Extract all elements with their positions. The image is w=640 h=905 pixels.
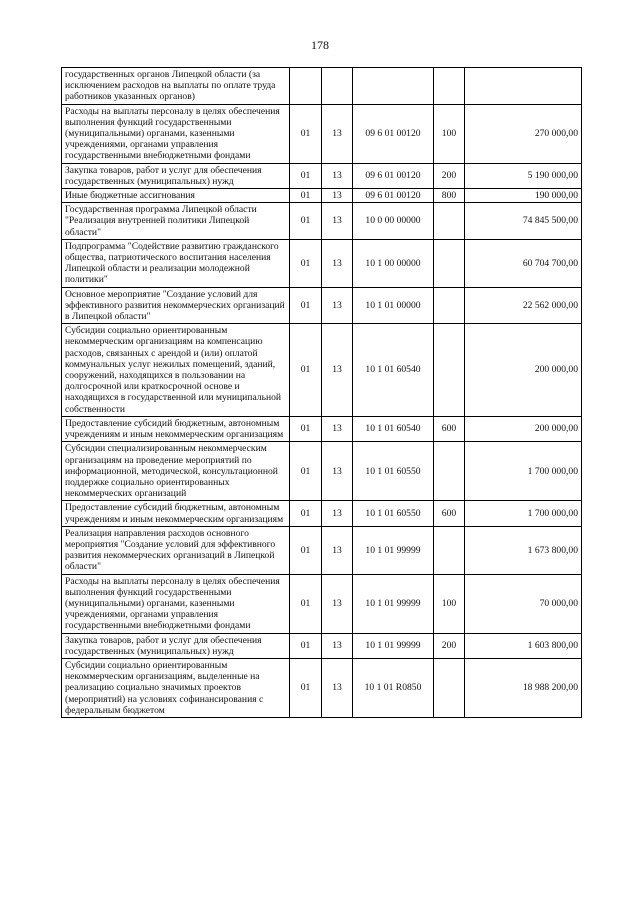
expense-type-cell [434,526,465,574]
target-article-cell: 10 1 01 R0850 [353,658,434,717]
target-article-cell: 10 1 01 60550 [353,442,434,501]
item-name-cell: Субсидии социально ориентированным некоммерческим организациям на компенсацию расходов, связанных с арендой и (или) оплатой коммунальных услуг нежилых помещений, зданий, сооружений, находящихся в пользовании на долгосрочной или краткосрочной основе и находящихся в государственной или муниципальной собственности [62,324,290,417]
target-article-cell [353,68,434,105]
item-name-cell: Закупка товаров, работ и услуг для обеспечения государственных (муниципальных) нужд [62,633,290,658]
table-row [62,574,582,633]
amount-cell: 1 673 800,00 [465,526,582,574]
item-name-cell: Закупка товаров, работ и услуг для обеспечения государственных (муниципальных) нужд [62,163,290,188]
section-code-cell: 01 [290,574,322,633]
section-code-cell: 01 [290,526,322,574]
subsection-code-cell: 13 [322,239,353,287]
amount-cell: 200 000,00 [465,416,582,441]
amount-cell: 5 190 000,00 [465,163,582,188]
amount-cell: 60 704 700,00 [465,239,582,287]
amount-cell: 1 700 000,00 [465,442,582,501]
section-code-cell: 01 [290,658,322,717]
item-name-cell: Государственная программа Липецкой области "Реализация внутренней политики Липецкой области" [62,203,290,240]
expense-type-cell [434,324,465,417]
table-body [62,68,582,718]
expense-type-cell: 600 [434,501,465,526]
section-code-cell: 01 [290,633,322,658]
target-article-cell: 10 1 01 99999 [353,633,434,658]
expense-type-cell [434,68,465,105]
section-code-cell: 01 [290,416,322,441]
item-name-cell: Иные бюджетные ассигнования [62,189,290,203]
section-code-cell: 01 [290,287,322,324]
table-row [62,189,582,203]
item-name-cell: Расходы на выплаты персоналу в целях обеспечения выполнения функций государственными (муниципальными) органами, казенными учреждениями, органами управления государственными внебюджетными фондами [62,574,290,633]
expense-type-cell [434,287,465,324]
target-article-cell: 10 1 01 99999 [353,574,434,633]
table-row [62,203,582,240]
expense-type-cell [434,658,465,717]
table-row [62,658,582,717]
subsection-code-cell: 13 [322,501,353,526]
target-article-cell: 10 1 01 99999 [353,526,434,574]
target-article-cell: 10 1 00 00000 [353,239,434,287]
amount-cell: 70 000,00 [465,574,582,633]
item-name-cell: Подпрограмма "Содействие развитию гражданского общества, патриотического воспитания населения Липецкой области и реализации молодежной политики" [62,239,290,287]
expense-type-cell: 800 [434,189,465,203]
amount-cell: 1 700 000,00 [465,501,582,526]
table-row [62,416,582,441]
table-row [62,501,582,526]
section-code-cell [290,68,322,105]
amount-cell: 270 000,00 [465,104,582,163]
target-article-cell: 09 6 01 00120 [353,189,434,203]
section-code-cell: 01 [290,501,322,526]
table-row [62,324,582,417]
subsection-code-cell: 13 [322,526,353,574]
item-name-cell: Предоставление субсидий бюджетным, автономным учреждениям и иным некоммерческим организациям [62,416,290,441]
section-code-cell: 01 [290,239,322,287]
table-row [62,239,582,287]
expense-type-cell: 200 [434,633,465,658]
expense-type-cell: 200 [434,163,465,188]
target-article-cell: 10 1 01 60540 [353,416,434,441]
target-article-cell: 10 1 01 00000 [353,287,434,324]
table-row [62,163,582,188]
item-name-cell: Предоставление субсидий бюджетным, автономным учреждениям и иным некоммерческим организациям [62,501,290,526]
section-code-cell: 01 [290,203,322,240]
amount-cell: 22 562 000,00 [465,287,582,324]
subsection-code-cell: 13 [322,633,353,658]
amount-cell: 74 845 500,00 [465,203,582,240]
target-article-cell: 10 0 00 00000 [353,203,434,240]
table-row [62,526,582,574]
section-code-cell: 01 [290,442,322,501]
section-code-cell: 01 [290,189,322,203]
item-name-cell: Реализация направления расходов основного мероприятия "Создание условий для эффективного развития некоммерческих организаций в Липецкой области" [62,526,290,574]
subsection-code-cell [322,68,353,105]
table-row [62,68,582,105]
subsection-code-cell: 13 [322,574,353,633]
subsection-code-cell: 13 [322,416,353,441]
subsection-code-cell: 13 [322,203,353,240]
amount-cell: 18 988 200,00 [465,658,582,717]
amount-cell: 1 603 800,00 [465,633,582,658]
table-row [62,633,582,658]
section-code-cell: 01 [290,324,322,417]
amount-cell [465,68,582,105]
expense-type-cell: 100 [434,104,465,163]
budget-table [61,67,582,718]
expense-type-cell [434,203,465,240]
subsection-code-cell: 13 [322,104,353,163]
table-row [62,287,582,324]
item-name-cell: Субсидии социально ориентированным некоммерческим организациям, выделенные на реализацию социально значимых проектов (мероприятий) на условиях софинансирования с федеральным бюджетом [62,658,290,717]
section-code-cell: 01 [290,163,322,188]
table-row [62,442,582,501]
item-name-cell: Субсидии специализированным некоммерческим организациям на проведение мероприятий по информационной, методической, консультационной поддержке социально ориентированных некоммерческих организаций [62,442,290,501]
target-article-cell: 10 1 01 60550 [353,501,434,526]
subsection-code-cell: 13 [322,324,353,417]
target-article-cell: 09 6 01 00120 [353,163,434,188]
expense-type-cell: 600 [434,416,465,441]
table-row [62,104,582,163]
subsection-code-cell: 13 [322,163,353,188]
expense-type-cell [434,239,465,287]
amount-cell: 190 000,00 [465,189,582,203]
item-name-cell: Расходы на выплаты персоналу в целях обеспечения выполнения функций государственными (муниципальными) органами, казенными учреждениями, органами управления государственными внебюджетными фондами [62,104,290,163]
expense-type-cell: 100 [434,574,465,633]
target-article-cell: 09 6 01 00120 [353,104,434,163]
amount-cell: 200 000,00 [465,324,582,417]
subsection-code-cell: 13 [322,189,353,203]
subsection-code-cell: 13 [322,287,353,324]
expense-type-cell [434,442,465,501]
subsection-code-cell: 13 [322,442,353,501]
page-number: 178 [311,38,329,52]
item-name-cell: государственных органов Липецкой области (за исключением расходов на выплаты по оплате труда работников указанных органов) [62,68,290,105]
target-article-cell: 10 1 01 60540 [353,324,434,417]
section-code-cell: 01 [290,104,322,163]
item-name-cell: Основное мероприятие "Создание условий для эффективного развития некоммерческих организаций в Липецкой области" [62,287,290,324]
subsection-code-cell: 13 [322,658,353,717]
